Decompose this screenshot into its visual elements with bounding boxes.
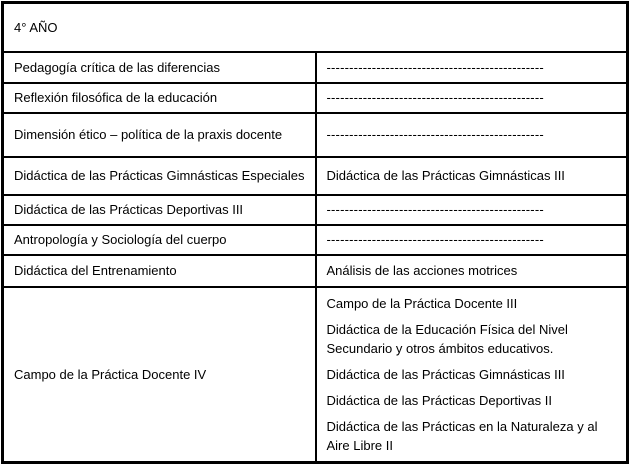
subject-cell: Reflexión filosófica de la educación — [3, 83, 316, 113]
table-row — [3, 157, 628, 195]
equivalence-cell: Didáctica de las Prácticas Gimnásticas III — [316, 157, 628, 195]
equivalence-item: Didáctica de las Prácticas Gimnásticas III — [326, 366, 565, 382]
equivalence-item: Didáctica de la Educación Física del Nivel Secundario y otros ámbitos educativos. — [326, 321, 568, 356]
equivalence-cell: ------------------------------------------------ — [316, 83, 628, 113]
year-header: 4° AÑO — [3, 3, 628, 52]
subject-cell: Antropología y Sociología del cuerpo — [3, 225, 316, 255]
table-row — [3, 113, 628, 157]
subject-cell: Campo de la Práctica Docente IV — [3, 287, 316, 463]
curriculum-equivalence-table — [1, 1, 629, 464]
table-row — [3, 255, 628, 287]
equivalence-cell: Análisis de las acciones motrices — [316, 255, 628, 287]
subject-cell: Pedagogía crítica de las diferencias — [3, 52, 316, 83]
subject-cell: Didáctica del Entrenamiento — [3, 255, 316, 287]
equivalence-item: Didáctica de las Prácticas en la Naturaleza y al Aire Libre II — [326, 418, 598, 453]
equivalence-item: Campo de la Práctica Docente III — [326, 295, 518, 311]
table-row — [3, 52, 628, 83]
subject-cell: Didáctica de las Prácticas Deportivas III — [3, 195, 316, 225]
subject-cell: Didáctica de las Prácticas Gimnásticas Especiales — [3, 157, 316, 195]
subject-cell: Dimensión ético – política de la praxis docente — [3, 113, 316, 157]
table-row — [3, 287, 628, 463]
equivalence-cell: ------------------------------------------------ — [316, 195, 628, 225]
equivalence-item: Didáctica de las Prácticas Deportivas II — [326, 392, 552, 408]
table-row — [3, 83, 628, 113]
equivalence-cell: ------------------------------------------------ — [316, 225, 628, 255]
table-row — [3, 195, 628, 225]
equivalence-list-cell — [316, 287, 628, 463]
table-row — [3, 225, 628, 255]
equivalence-cell: ------------------------------------------------ — [316, 113, 628, 157]
equivalence-cell: ------------------------------------------------ — [316, 52, 628, 83]
